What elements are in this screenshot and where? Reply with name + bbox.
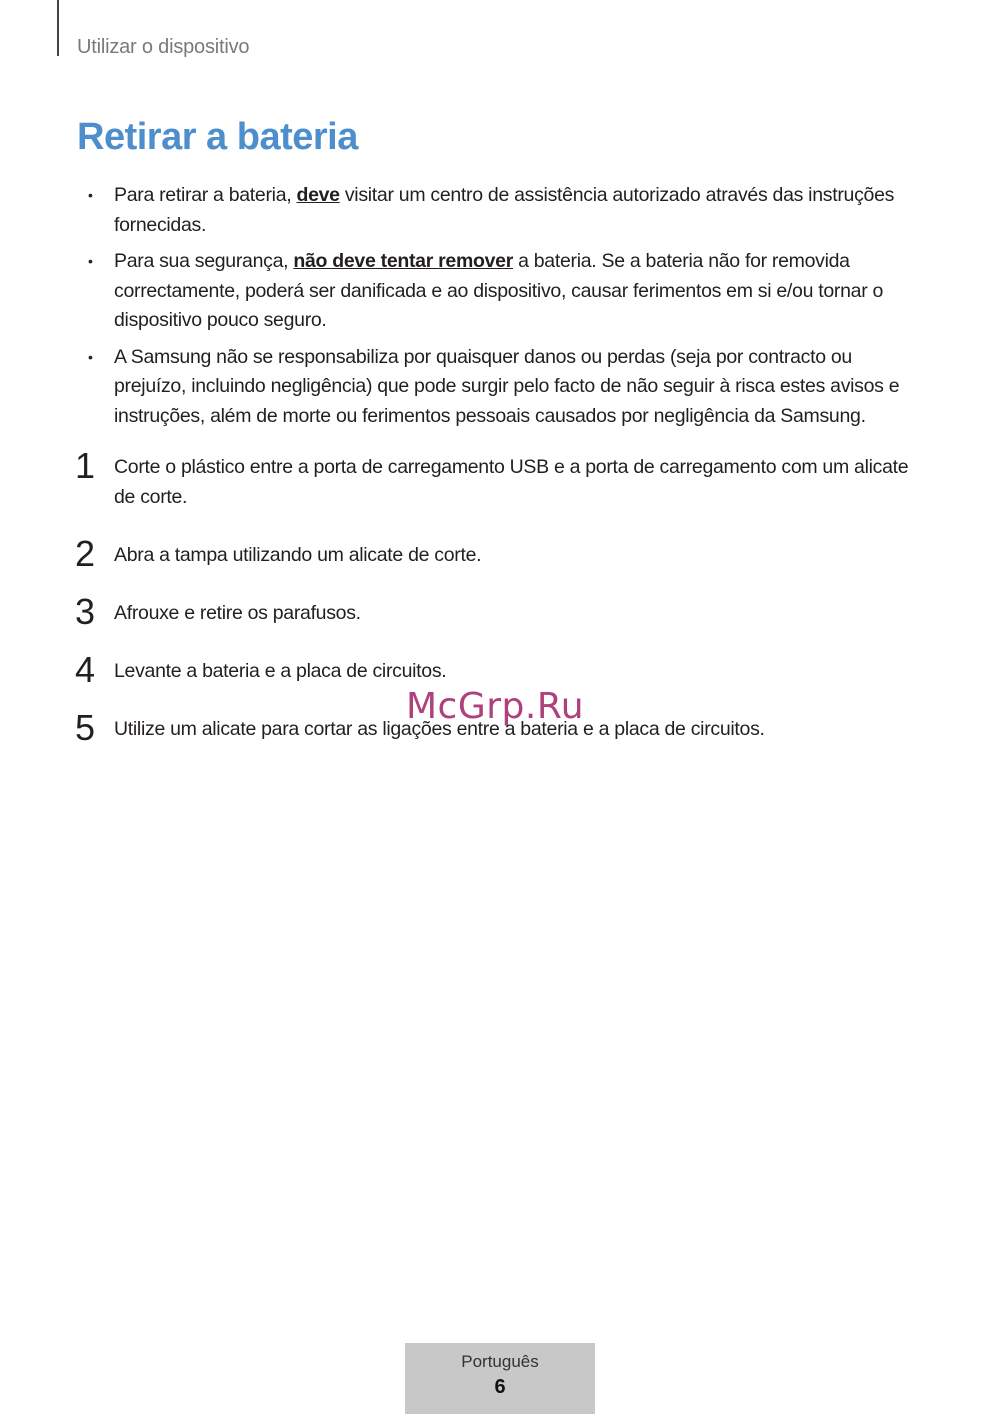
list-item: [0, 181, 924, 240]
bullet-emphasis: deve: [296, 184, 340, 206]
footer-language: Português: [461, 1352, 539, 1371]
footer-page-box: [405, 1343, 595, 1414]
bullet-text-post: a bateria. Se a bateria não for removida correctamente, poderá ser danificada e ao dispositivo, causar ferimentos em si e/ou tornar o dispositivo pouco seguro.: [114, 250, 884, 331]
step-text: Afrouxe e retire os parafusos.: [114, 602, 361, 624]
watermark-text: McGrp.Ru: [406, 686, 585, 727]
bullet-emphasis: não deve tentar remover: [293, 250, 513, 272]
bullet-icon: •: [88, 253, 93, 269]
step-item: [0, 592, 924, 650]
step-number: 5: [75, 707, 95, 748]
step-text: Abra a tampa utilizando um alicate de corte.: [114, 544, 482, 566]
step-number: 2: [75, 533, 95, 574]
bullet-icon: •: [88, 187, 93, 203]
step-number: 1: [75, 445, 95, 486]
step-number: 4: [75, 649, 95, 690]
warning-list: [0, 181, 1000, 438]
list-item: [0, 343, 924, 432]
bullet-text-pre: Para retirar a bateria,: [114, 184, 297, 206]
step-text: Utilize um alicate para cortar as ligações entre a bateria e a placa de circuitos.: [114, 718, 765, 740]
step-text: Levante a bateria e a placa de circuitos.: [114, 660, 447, 682]
bullet-icon: •: [88, 348, 93, 365]
step-text: Corte o plástico entre a porta de carregamento USB e a porta de carregamento com um alicate de corte.: [114, 456, 909, 508]
list-item: [0, 247, 924, 336]
page-number: 6: [494, 1376, 506, 1398]
step-item: [0, 446, 924, 534]
bullet-text-pre: A Samsung não se responsabiliza por quaisquer danos ou perdas (seja por contracto ou prejuízo, incluindo negligência) que pode surgir pelo facto de não seguir à risca estes avisos e instruções, além de morte ou ferimentos pessoais causados por negligência da Samsung.: [114, 345, 900, 427]
page-title: Retirar a bateria: [77, 116, 358, 158]
bullet-text-post: visitar um centro de assistência autorizado através das instruções fornecidas.: [114, 184, 895, 236]
section-header: Utilizar o dispositivo: [77, 36, 250, 58]
step-item: [0, 534, 924, 592]
bullet-text-pre: Para sua segurança,: [114, 250, 294, 272]
header-rule: [57, 0, 59, 56]
step-number: 3: [75, 591, 95, 632]
